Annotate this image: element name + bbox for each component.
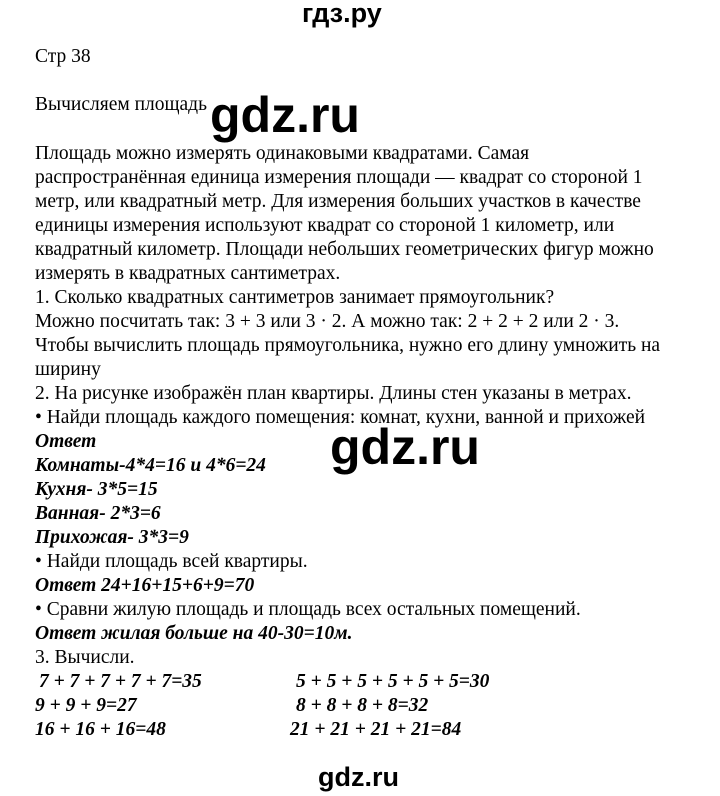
task3-right-3: 21 + 21 + 21 + 21=84 (290, 719, 462, 740)
task3-title: 3. Вычисли. (35, 647, 135, 668)
site-header-brand: гдз.ру (302, 0, 382, 28)
paragraph-line: Площадь можно измерять одинаковыми квадратами. Самая (35, 143, 530, 164)
answer-hall: Прихожая- 3*3=9 (35, 527, 189, 548)
watermark: gdz.ru (210, 87, 360, 143)
paragraph-line: квадратный километр. Площади небольших геометрических фигур можно (35, 239, 654, 260)
task3-right-1: 5 + 5 + 5 + 5 + 5 + 5=30 (296, 671, 490, 692)
task1-question: 1. Сколько квадратных сантиметров занимает прямоугольник? (35, 287, 555, 308)
footer-watermark: gdz.ru (318, 762, 399, 792)
paragraph-line: единицы измерения используют квадрат со стороной 1 километр, или (35, 215, 615, 236)
page-ref: Стр 38 (35, 46, 91, 67)
answer-bath: Ванная- 2*3=6 (35, 503, 161, 524)
answer-total: Ответ 24+16+15+6+9=70 (35, 575, 255, 596)
section-title: Вычисляем площадь (35, 94, 207, 115)
task3-right-2: 8 + 8 + 8 + 8=32 (296, 695, 429, 716)
task1-rule-cont: ширину (35, 359, 101, 380)
task3-left-2: 9 + 9 + 9=27 (35, 695, 137, 716)
task2-question-rooms: • Найди площадь каждого помещения: комнат, кухни, ванной и прихожей (35, 407, 646, 428)
paragraph-line: измерять в квадратных сантиметрах. (35, 263, 341, 284)
task1-rule: Чтобы вычислить площадь прямоугольника, нужно его длину умножить на (35, 335, 661, 356)
watermark: gdz.ru (330, 419, 480, 475)
task3-left-3: 16 + 16 + 16=48 (35, 719, 166, 740)
task1-ways: Можно посчитать так: 3 + 3 или 3 · 2. А можно так: 2 + 2 + 2 или 2 · 3. (35, 311, 620, 332)
task2-question-compare: • Сравни жилую площадь и площадь всех остальных помещений. (35, 599, 581, 620)
task2-question-total: • Найди площадь всей квартиры. (35, 551, 308, 572)
task3-left-1: 7 + 7 + 7 + 7 + 7=35 (39, 671, 202, 692)
answer-rooms: Комнаты-4*4=16 и 4*6=24 (35, 455, 266, 476)
answer-compare: Ответ жилая больше на 40-30=10м. (35, 623, 353, 644)
answer-kitchen: Кухня- 3*5=15 (35, 479, 158, 500)
answer-label: Ответ (35, 431, 97, 452)
paragraph-line: распространённая единица измерения площади — квадрат со стороной 1 (35, 167, 643, 188)
task2-intro: 2. На рисунке изображён план квартиры. Длины стен указаны в метрах. (35, 383, 632, 404)
paragraph-line: метр, или квадратный метр. Для измерения больших участков в качестве (35, 191, 641, 212)
